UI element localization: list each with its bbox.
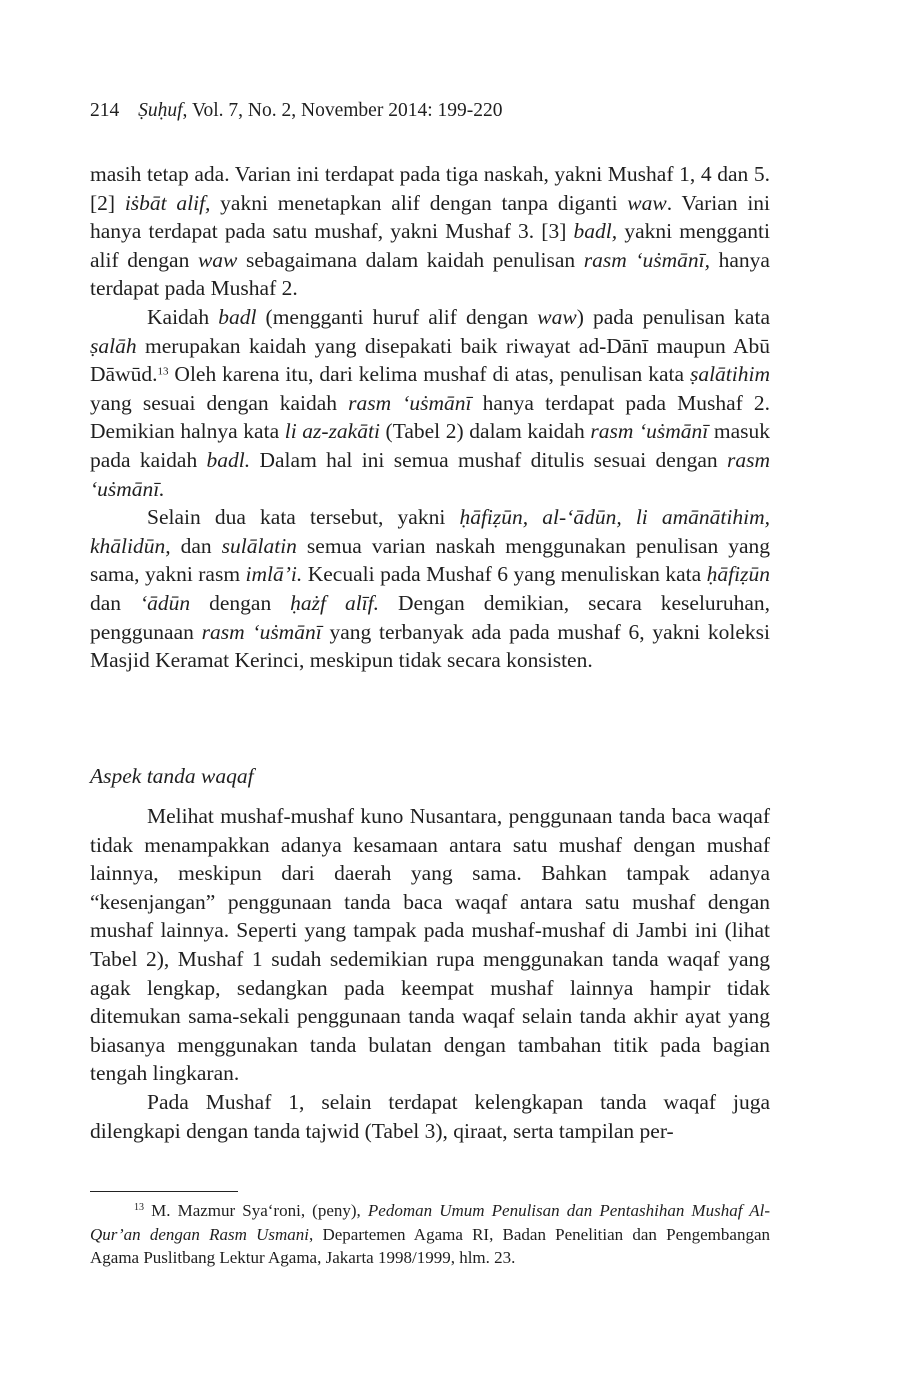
italic-term: sulālatin: [221, 533, 297, 558]
text-run: hanya terdapat pada Mushaf 2.: [90, 247, 770, 301]
italic-term: li az-zakāti: [284, 419, 380, 444]
footnote-marker: 13: [157, 365, 169, 378]
journal-issue-info: , Vol. 7, No. 2, November 2014: 199-220: [182, 100, 503, 121]
body-text-bottom: [90, 802, 770, 1145]
text-run: Kecuali pada Mushaf 6 yang menuliskan kata: [302, 562, 707, 587]
body-text-top: [90, 160, 770, 675]
italic-term: imlā’i.: [245, 562, 303, 587]
footnote-divider: [90, 1191, 238, 1192]
text-run: Dengan demikian, secara keseluruhan, penggunaan: [90, 590, 770, 644]
italic-term: rasm ‘uṡmānī: [590, 419, 709, 444]
page-number: 214: [90, 100, 120, 121]
journal-title: Ṣuḥuf: [138, 100, 183, 121]
text-run: Melihat mushaf-mushaf kuno Nusantara, penggunaan tanda baca waqaf tidak menampakkan adanya kesamaan antara satu mushaf dengan mushaf lainnya, meskipun dari daerah yang sama. Bahkan tampak adanya “kesenjangan” penggunaan tanda baca waqaf antara satu mushaf dengan mushaf lainnya. Seperti yang tampak pada mushaf-mushaf di Jambi ini (lihat Tabel 2), Mushaf 1 sudah sedemikian rupa menggunakan tanda waqaf yang agak lengkap, sedangkan pada keempat mushaf lainnya hampir tidak ditemukan sama-sekali penggunaan tanda waqaf selain tanda akhir ayat yang biasanya menggunakan tanda bulatan dengan tambahan titik pada bagian tengah lingkaran.: [90, 804, 770, 1086]
text-run: , Departemen Agama RI, Badan Penelitian dan Pengembangan Agama Puslitbang Lektur Agama, Jakarta 1998/1999, hlm. 23.: [90, 1224, 770, 1267]
section-heading: Aspek tanda waqaf: [90, 764, 254, 788]
paragraph: [90, 503, 770, 675]
italic-term: rasm ‘uṡmānī: [348, 390, 472, 415]
text-run: Pada Mushaf 1, selain terdapat kelengkapan tanda waqaf juga dilengkapi dengan tanda tajwid (Tabel 3), qiraat, serta tampilan per-: [90, 1089, 770, 1143]
text-run: (mengganti huruf alif dengan: [256, 304, 538, 329]
text-run: Dalam hal ini semua mushaf ditulis sesuai dengan: [250, 447, 727, 472]
text-run: Selain dua kata tersebut, yakni: [147, 505, 460, 530]
italic-term: waw: [197, 247, 238, 272]
text-run: semua varian naskah menggunakan penulisan yang sama, yakni rasm: [90, 533, 771, 587]
italic-term: ḥāfiẓūn, al-‘ādūn, li amānātihim, khālidūn,: [90, 505, 770, 558]
text-run: Kaidah: [147, 304, 219, 329]
text-run: merupakan kaidah yang disepakati baik riwayat ad-Dānī maupun Abū Dāwūd.: [90, 333, 770, 387]
text-run: sebagaimana dalam kaidah penulisan: [237, 247, 584, 272]
footnote-13: [90, 1199, 770, 1270]
italic-term: waw: [627, 190, 667, 215]
italic-term: rasm ‘uṡmānī: [201, 619, 322, 644]
italic-term: iṡbāt alif,: [124, 190, 211, 215]
text-run: dengan: [190, 590, 291, 615]
italic-term: ḥażf alīf.: [290, 590, 379, 615]
footnote-text: [90, 1199, 770, 1270]
text-run: hanya terdapat pada Mushaf 2. Demikian halnya kata: [90, 390, 770, 444]
text-run: dan: [170, 533, 222, 558]
text-run: M. Mazmur Sya‘roni, (peny),: [144, 1201, 368, 1220]
text-run: yakni menetapkan alif dengan tanpa diganti: [210, 190, 628, 215]
text-run: . Varian ini hanya terdapat pada satu mushaf, yakni Mushaf 3. [3]: [90, 190, 771, 244]
text-run: (Tabel 2) dalam kaidah: [379, 419, 591, 444]
text-run: yang sesuai dengan kaidah: [90, 390, 349, 415]
italic-term: badl: [218, 304, 257, 329]
italic-term: ‘ādūn: [140, 590, 191, 615]
text-run: dan: [90, 590, 140, 615]
text-run: yang terbanyak ada pada mushaf 6, yakni koleksi Masjid Keramat Kerinci, meskipun tidak secara konsisten.: [90, 619, 770, 673]
italic-term: ḥāfiẓūn: [706, 562, 770, 587]
text-run: masih tetap ada. Varian ini terdapat pada tiga naskah, yakni Mushaf 1, 4 dan 5. [2]: [90, 162, 770, 215]
italic-term: rasm ‘uṡmānī,: [583, 247, 711, 272]
paragraph: [90, 802, 770, 1088]
text-run: masuk pada kaidah: [90, 419, 770, 472]
italic-term: ṣalāh: [90, 333, 137, 358]
paragraph: [90, 303, 770, 503]
italic-term: rasm ‘uṡmānī.: [90, 447, 770, 501]
text-run: ) pada penulisan kata: [576, 304, 770, 329]
italic-term: ṣalātihim: [689, 362, 770, 387]
italic-term: waw: [537, 304, 577, 329]
footnote-marker: 13: [134, 1202, 144, 1213]
italic-term: badl,: [573, 219, 618, 244]
paragraph: [90, 160, 770, 303]
italic-term: Pedoman Umum Penulisan dan Pentashihan Mushaf Al-Qur’an dengan Rasm Usmani: [90, 1201, 770, 1244]
text-run: Oleh karena itu, dari kelima mushaf di atas, penulisan kata: [168, 362, 690, 387]
paragraph: [90, 1088, 770, 1145]
text-run: yakni mengganti alif dengan: [90, 219, 770, 272]
italic-term: badl.: [206, 447, 251, 472]
running-head: [90, 98, 502, 124]
